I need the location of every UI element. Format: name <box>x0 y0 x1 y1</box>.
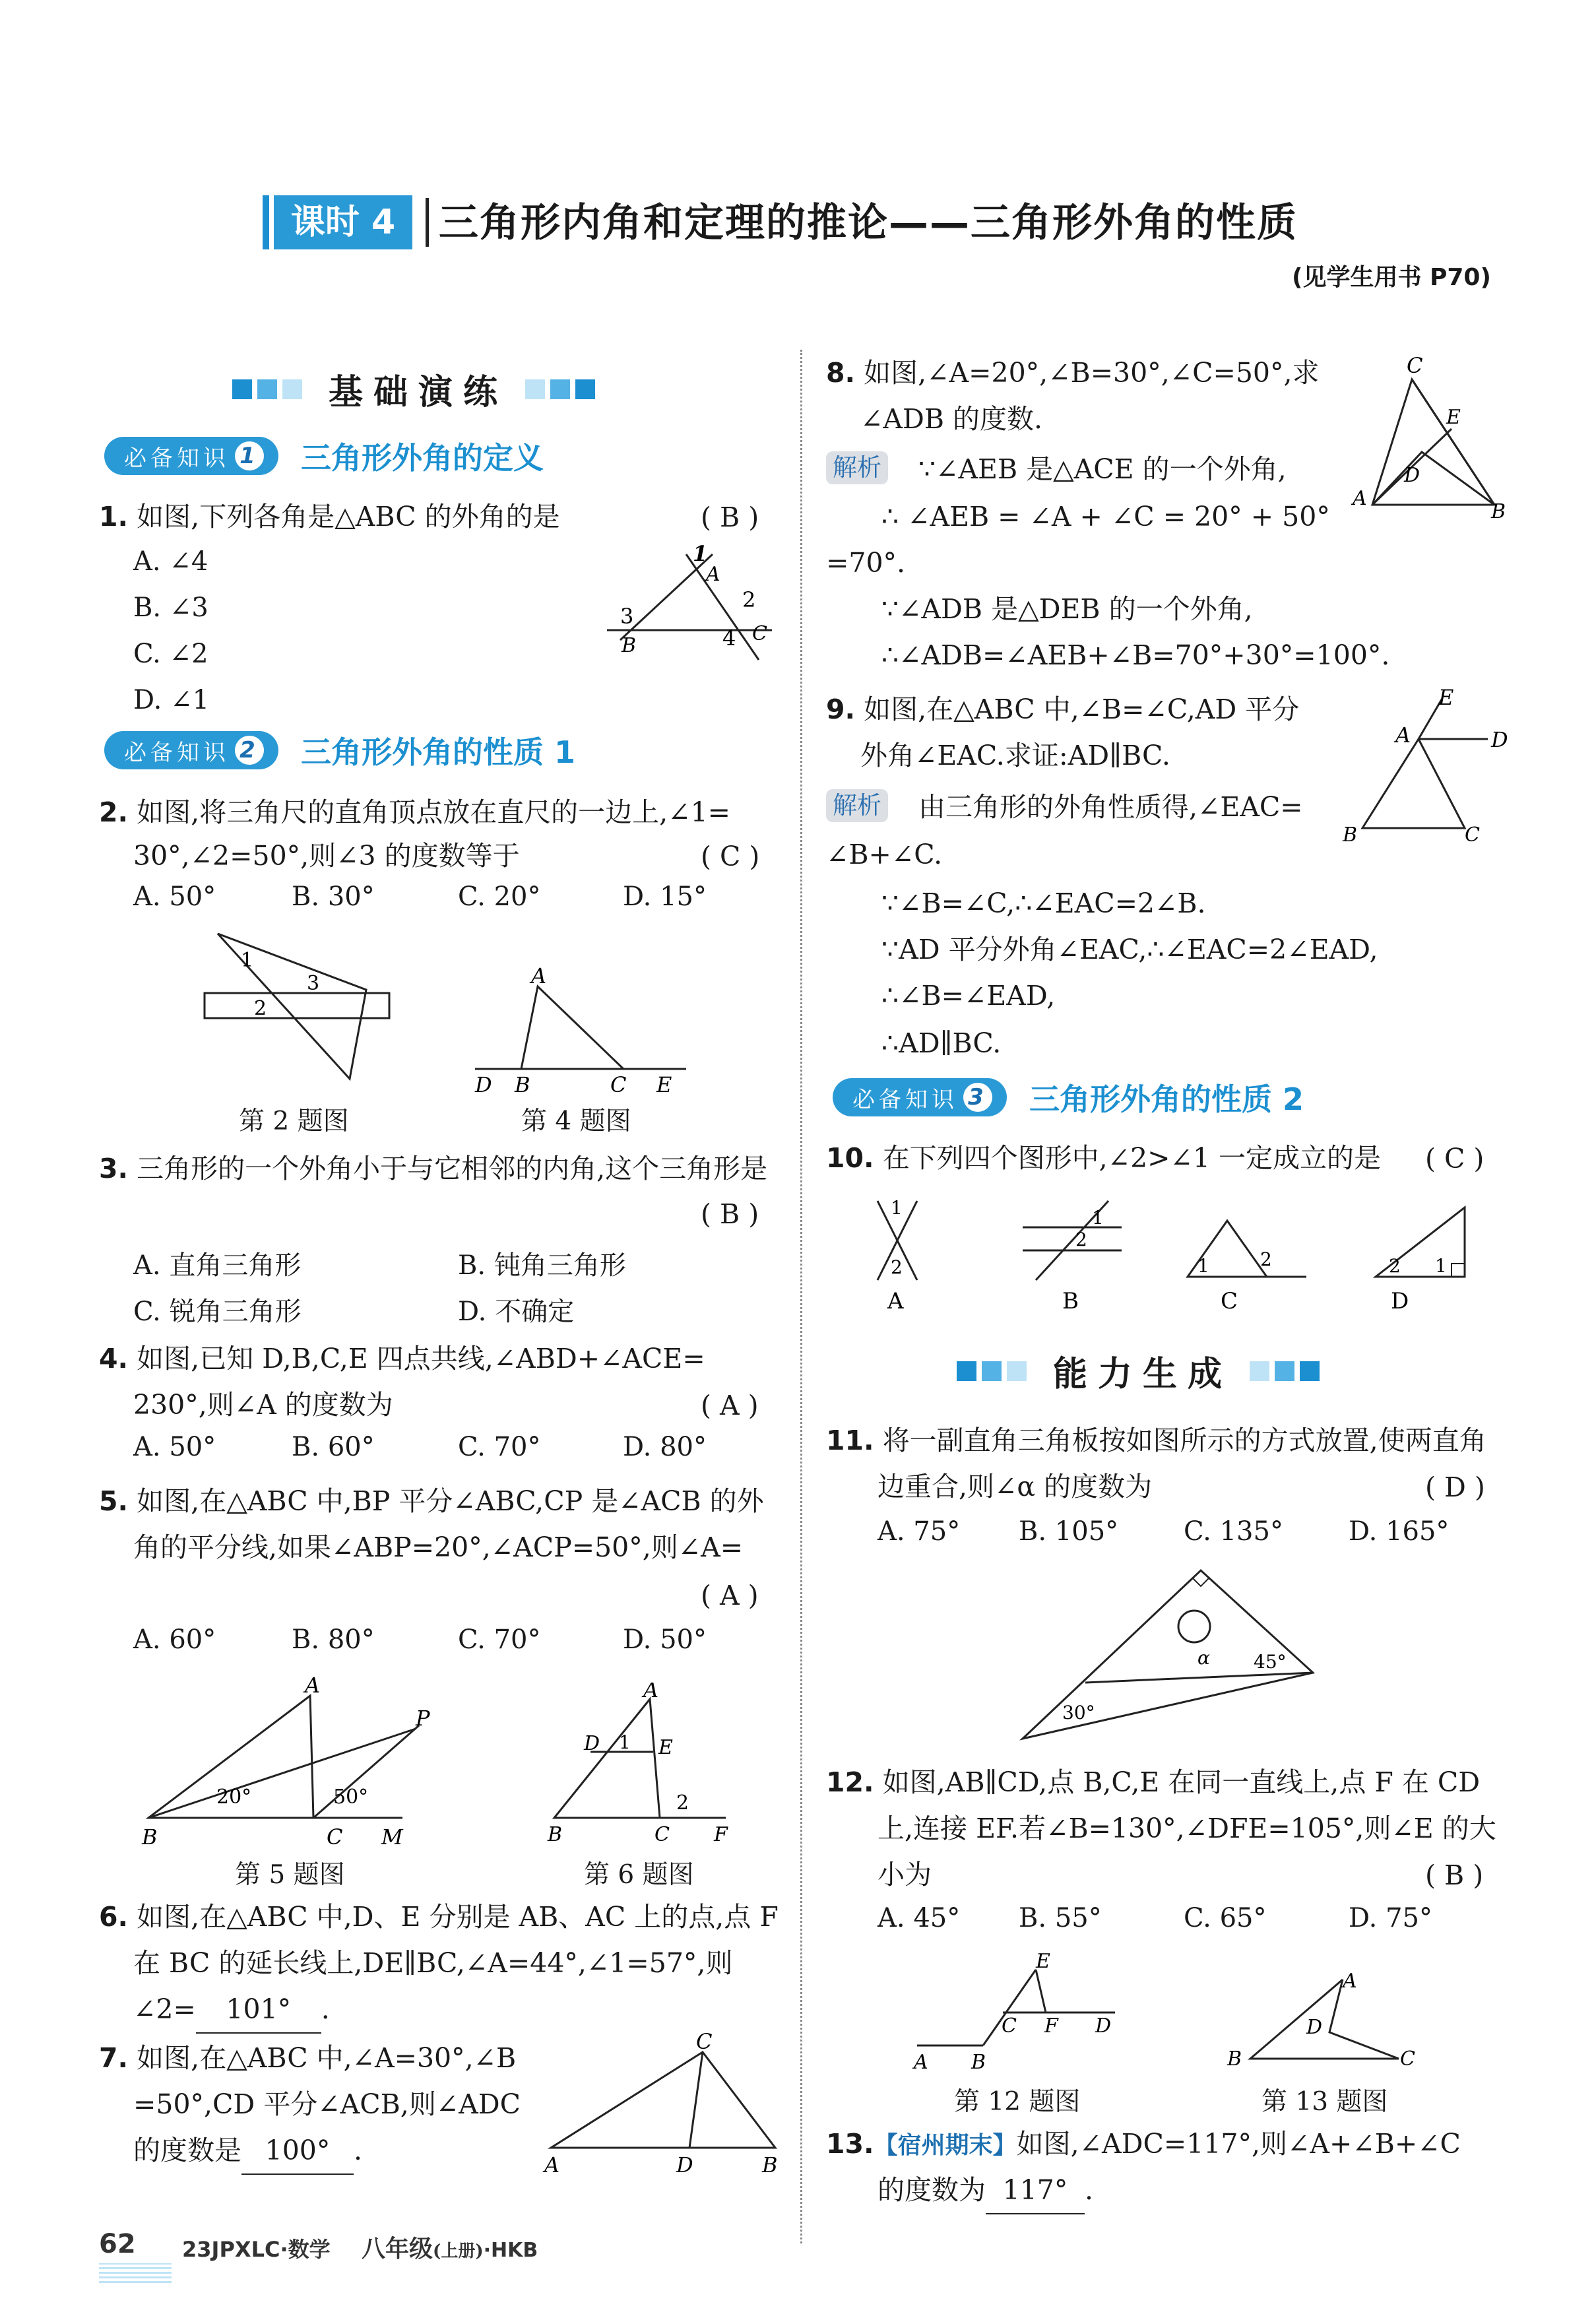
q2-caption: 第 2 题图 <box>239 1107 349 1136</box>
deco-square-icon <box>957 1361 976 1381</box>
q5-option-a: A. 60° <box>133 1625 216 1655</box>
q9-step5: ∴∠B=∠EAD, <box>881 980 1056 1012</box>
svg-text:1: 1 <box>1197 1255 1209 1277</box>
q4-line1: 4. 如图,已知 D,B,C,E 四点共线,∠ABD+∠ACE= <box>99 1343 705 1374</box>
q12-line3: 小为 <box>878 1859 932 1890</box>
q8-step4: ∵∠ADB 是△DEB 的一个外角, <box>881 593 1253 625</box>
deco-square-icon <box>1300 1361 1320 1381</box>
svg-text:1: 1 <box>241 949 254 972</box>
q1-option-a: A. ∠4 <box>133 546 208 577</box>
page-number: 62 <box>99 2229 136 2259</box>
svg-text:D: D <box>584 1732 600 1755</box>
svg-text:C: C <box>327 1824 343 1850</box>
svg-text:D: D <box>676 2152 693 2177</box>
knowledge-pill: 必备知识 3 <box>833 1078 1007 1116</box>
q4-option-c: C. 70° <box>458 1432 541 1462</box>
knowledge-title: 三角形外角的定义 <box>301 440 544 476</box>
q9-step6: ∴AD∥BC. <box>881 1027 1002 1059</box>
svg-text:D: D <box>1306 2016 1323 2039</box>
q6-figure <box>541 1683 739 1841</box>
svg-text:A: A <box>1395 723 1411 748</box>
svg-text:M: M <box>381 1824 403 1850</box>
q2-option-b: B. 30° <box>292 882 375 912</box>
q8-step3: =70°. <box>826 547 906 579</box>
q2-answer: ( C ) <box>701 841 760 872</box>
q1-answer: ( B ) <box>701 501 759 533</box>
deco-square-icon <box>982 1361 1002 1381</box>
svg-text:4: 4 <box>722 626 736 651</box>
svg-text:A: A <box>544 2152 560 2177</box>
svg-text:30°: 30° <box>1062 1702 1095 1723</box>
page-title: 三角形内角和定理的推论——三角形外角的性质 <box>439 200 1298 246</box>
q9-line1: 9. 如图,在△ABC 中,∠B=∠C,AD 平分 <box>826 693 1300 725</box>
svg-text:C: C <box>752 622 767 645</box>
svg-text:D: D <box>1491 727 1508 752</box>
q6-line1: 6. 如图,在△ABC 中,D、E 分别是 AB、AC 上的点,点 F <box>99 1901 779 1933</box>
q11-option-c: C. 135° <box>1184 1516 1283 1547</box>
svg-text:B: B <box>515 1072 530 1095</box>
svg-text:B: B <box>1062 1288 1079 1313</box>
q5-caption: 第 5 题图 <box>235 1860 345 1890</box>
svg-text:3: 3 <box>307 972 320 995</box>
deco-square-icon <box>525 379 545 399</box>
q9-line2: 外角∠EAC.求证:AD∥BC. <box>860 740 1170 771</box>
svg-text:C: C <box>654 1823 670 1841</box>
svg-text:B: B <box>622 634 637 657</box>
svg-text:1: 1 <box>693 541 708 566</box>
q9-figure <box>1333 686 1517 858</box>
svg-text:50°: 50° <box>333 1786 369 1809</box>
q11-option-a: A. 75° <box>878 1516 961 1547</box>
q4-figure <box>462 963 699 1095</box>
svg-text:α: α <box>1197 1647 1210 1669</box>
svg-text:2: 2 <box>254 997 267 1020</box>
svg-text:C: C <box>610 1072 627 1095</box>
knowledge-heading-1 <box>104 437 544 475</box>
svg-text:D: D <box>475 1072 492 1095</box>
q11-line2: 边重合,则∠α 的度数为 <box>878 1471 1153 1502</box>
q12-option-a: A. 45° <box>878 1903 961 1933</box>
q3-line1: 3. 三角形的一个外角小于与它相邻的内角,这个三角形是 <box>99 1153 768 1184</box>
column-divider <box>800 350 802 2243</box>
q1-stem: 1. 如图,下列各角是△ABC 的外角的是 <box>99 501 560 532</box>
q12-caption: 第 12 题图 <box>954 2087 1081 2117</box>
q4-option-a: A. 50° <box>133 1432 216 1462</box>
svg-text:C: C <box>1465 823 1480 847</box>
svg-text:1: 1 <box>1092 1207 1104 1229</box>
q11-figure <box>1009 1557 1326 1755</box>
deco-square-icon <box>575 379 595 399</box>
q6-caption: 第 6 题图 <box>584 1860 694 1890</box>
svg-text:A: A <box>887 1288 904 1313</box>
svg-text:1: 1 <box>1435 1255 1447 1277</box>
q4-answer: ( A ) <box>701 1390 759 1421</box>
book-reference: (见学生用书 P70) <box>1292 264 1491 291</box>
q5-line2: 角的平分线,如果∠ABP=20°,∠ACP=50°,则∠A= <box>133 1531 744 1563</box>
q10-figures <box>858 1188 1504 1313</box>
svg-text:B: B <box>971 2051 986 2074</box>
q8-solution-tag: 解析 <box>826 451 888 484</box>
q2-figure <box>198 924 409 1095</box>
q7-answer-blank: 100° <box>241 2127 354 2175</box>
section-ability-heading <box>957 1346 1325 1396</box>
svg-text:B: B <box>142 1824 158 1850</box>
q6-answer-blank: 101° <box>196 1986 321 2034</box>
q2-option-a: A. 50° <box>133 882 216 912</box>
q12-figure <box>904 1947 1135 2078</box>
q13-answer-blank: 117° <box>986 2167 1085 2214</box>
q1-option-c: C. ∠2 <box>133 639 208 669</box>
q4-line2: 230°,则∠A 的度数为 <box>133 1389 393 1421</box>
q3-option-c: C. 锐角三角形 <box>133 1297 302 1327</box>
q3-option-b: B. 钝角三角形 <box>458 1250 626 1281</box>
svg-text:P: P <box>416 1706 430 1731</box>
lesson-badge: 课时 4 <box>274 195 412 249</box>
svg-text:3: 3 <box>620 604 634 629</box>
q11-option-b: B. 105° <box>1019 1516 1119 1547</box>
footer-code: 23JPXLC·数学 <box>182 2237 331 2262</box>
q8-line2: ∠ADB 的度数. <box>860 403 1043 435</box>
svg-text:E: E <box>1446 406 1461 429</box>
q8-line1: 8. 如图,∠A=20°,∠B=30°,∠C=50°,求 <box>826 357 1320 389</box>
q3-option-d: D. 不确定 <box>458 1297 575 1327</box>
q5-figure <box>139 1669 468 1854</box>
svg-text:E: E <box>1438 686 1454 710</box>
q12-line1: 12. 如图,AB∥CD,点 B,C,E 在同一直线上,点 F 在 CD <box>826 1766 1481 1798</box>
q3-option-a: A. 直角三角形 <box>133 1250 302 1281</box>
q13-line2: 的度数为 117° . <box>878 2167 1093 2214</box>
svg-text:A: A <box>1353 487 1367 510</box>
svg-text:E: E <box>658 1736 673 1759</box>
svg-text:C: C <box>1400 2047 1415 2071</box>
svg-text:E: E <box>656 1072 672 1095</box>
q12-option-d: D. 75° <box>1349 1903 1432 1933</box>
q11-line1: 11. 将一副直角三角板按如图所示的方式放置,使两直角 <box>826 1425 1486 1456</box>
lesson-badge-bar <box>263 195 269 249</box>
q3-answer: ( B ) <box>701 1198 759 1230</box>
svg-text:45°: 45° <box>1254 1651 1287 1673</box>
q8-step1: ∵∠AEB 是△ACE 的一个外角, <box>918 453 1287 485</box>
svg-text:2: 2 <box>676 1791 689 1815</box>
q9-step2: ∠B+∠C. <box>826 839 943 870</box>
q13-figure <box>1214 1960 1438 2078</box>
svg-text:C: C <box>1221 1288 1238 1313</box>
q9-step1: 由三角形的外角性质得,∠EAC= <box>918 791 1303 823</box>
q4-caption: 第 4 题图 <box>521 1107 631 1136</box>
q7-line1: 7. 如图,在△ABC 中,∠A=30°,∠B <box>99 2042 517 2074</box>
svg-text:F: F <box>714 1823 728 1841</box>
svg-text:2: 2 <box>742 587 756 612</box>
deco-square-icon <box>232 379 252 399</box>
knowledge-heading-2 <box>104 731 575 769</box>
q12-answer: ( B ) <box>1425 1859 1484 1891</box>
q7-line2: =50°,CD 平分∠ACB,则∠ADC <box>133 2088 521 2120</box>
q13-line1: 13.【宿州期末】如图,∠ADC=117°,则∠A+∠B+∠C <box>826 2128 1461 2160</box>
q5-answer: ( A ) <box>701 1580 759 1611</box>
q1-option-b: B. ∠3 <box>133 593 208 623</box>
footer-stripes <box>99 2263 172 2283</box>
deco-square-icon <box>1275 1361 1294 1381</box>
svg-text:20°: 20° <box>216 1786 252 1809</box>
svg-text:B: B <box>548 1823 563 1841</box>
deco-square-icon <box>282 379 302 399</box>
svg-text:E: E <box>1036 1950 1050 1973</box>
q5-option-b: B. 80° <box>292 1625 375 1655</box>
section-basic-heading <box>232 364 600 414</box>
q12-option-c: C. 65° <box>1184 1903 1267 1933</box>
knowledge-pill: 必备知识 1 <box>104 437 278 475</box>
q8-step5: ∴∠ADB=∠AEB+∠B=70°+30°=100°. <box>881 639 1390 671</box>
q9-step4: ∵AD 平分外角∠EAC,∴∠EAC=2∠EAD, <box>881 934 1378 965</box>
q9-solution-tag: 解析 <box>826 789 888 822</box>
svg-text:B: B <box>1227 2047 1242 2071</box>
svg-text:D: D <box>1404 464 1420 487</box>
section-title: 基础演练 <box>329 373 509 412</box>
q6-line2: 在 BC 的延长线上,DE∥BC,∠A=44°,∠1=57°,则 <box>133 1947 733 1979</box>
svg-text:C: C <box>696 2032 713 2054</box>
q11-answer: ( D ) <box>1425 1471 1485 1503</box>
deco-square-icon <box>550 379 570 399</box>
q6-line3: ∠2= 101° . <box>133 1986 330 2034</box>
q1-option-d: D. ∠1 <box>133 685 210 715</box>
q4-option-d: D. 80° <box>623 1432 707 1462</box>
deco-square-icon <box>257 379 277 399</box>
svg-text:2: 2 <box>891 1256 903 1278</box>
deco-square-icon <box>1007 1361 1027 1381</box>
q2-line1: 2. 如图,将三角尺的直角顶点放在直尺的一边上,∠1= <box>99 796 731 828</box>
q10-answer: ( C ) <box>1425 1143 1484 1175</box>
q2-option-d: D. 15° <box>623 882 707 912</box>
q12-line2: 上,连接 EF.若∠B=130°,∠DFE=105°,则∠E 的大 <box>878 1813 1496 1844</box>
svg-text:A: A <box>914 2051 928 2074</box>
svg-text:A: A <box>706 563 720 586</box>
q7-figure <box>541 2032 785 2177</box>
lesson-badge-divider <box>426 198 429 247</box>
svg-text:D: D <box>1391 1288 1409 1313</box>
q10-stem: 10. 在下列四个图形中,∠2>∠1 一定成立的是 <box>826 1142 1381 1174</box>
q5-line1: 5. 如图,在△ABC 中,BP 平分∠ABC,CP 是∠ACB 的外 <box>99 1485 764 1517</box>
q8-step2: ∴ ∠AEB = ∠A + ∠C = 20° + 50° <box>881 501 1330 532</box>
q4-option-b: B. 60° <box>292 1432 375 1462</box>
svg-text:2: 2 <box>1260 1248 1272 1270</box>
knowledge-title: 三角形外角的性质 1 <box>301 734 576 770</box>
deco-square-icon <box>1250 1361 1269 1381</box>
footer-grade: 八年级(上册)·HKB <box>362 2235 538 2263</box>
svg-text:B: B <box>1491 500 1506 523</box>
svg-text:A: A <box>643 1683 659 1702</box>
q9-step3: ∵∠B=∠C,∴∠EAC=2∠B. <box>881 887 1206 919</box>
q5-option-d: D. 50° <box>623 1625 707 1655</box>
svg-text:2: 2 <box>1389 1255 1401 1277</box>
svg-text:C: C <box>1407 353 1423 378</box>
svg-text:C: C <box>1002 2014 1017 2038</box>
q7-line3: 的度数是 100° . <box>133 2127 362 2175</box>
svg-text:A: A <box>305 1673 321 1698</box>
q13-caption: 第 13 题图 <box>1261 2087 1388 2117</box>
knowledge-heading-3 <box>833 1078 1304 1116</box>
q12-option-b: B. 55° <box>1019 1903 1102 1933</box>
q2-option-c: C. 20° <box>458 882 541 912</box>
q5-option-c: C. 70° <box>458 1625 541 1655</box>
svg-text:B: B <box>762 2152 778 2177</box>
svg-text:2: 2 <box>1075 1229 1087 1250</box>
knowledge-pill: 必备知识 2 <box>104 731 278 769</box>
svg-text:A: A <box>531 963 547 988</box>
svg-text:1: 1 <box>619 1731 631 1753</box>
section-title: 能力生成 <box>1053 1355 1233 1394</box>
svg-text:D: D <box>1095 2014 1112 2038</box>
q1-figure <box>594 541 792 673</box>
svg-text:A: A <box>1343 1970 1357 1993</box>
knowledge-title: 三角形外角的性质 2 <box>1029 1081 1304 1117</box>
svg-text:1: 1 <box>891 1197 903 1219</box>
svg-text:F: F <box>1044 2014 1058 2038</box>
q2-line2: 30°,∠2=50°,则∠3 的度数等于 <box>133 840 520 872</box>
q8-figure <box>1346 350 1517 528</box>
svg-text:B: B <box>1343 823 1358 847</box>
q11-option-d: D. 165° <box>1349 1516 1450 1547</box>
